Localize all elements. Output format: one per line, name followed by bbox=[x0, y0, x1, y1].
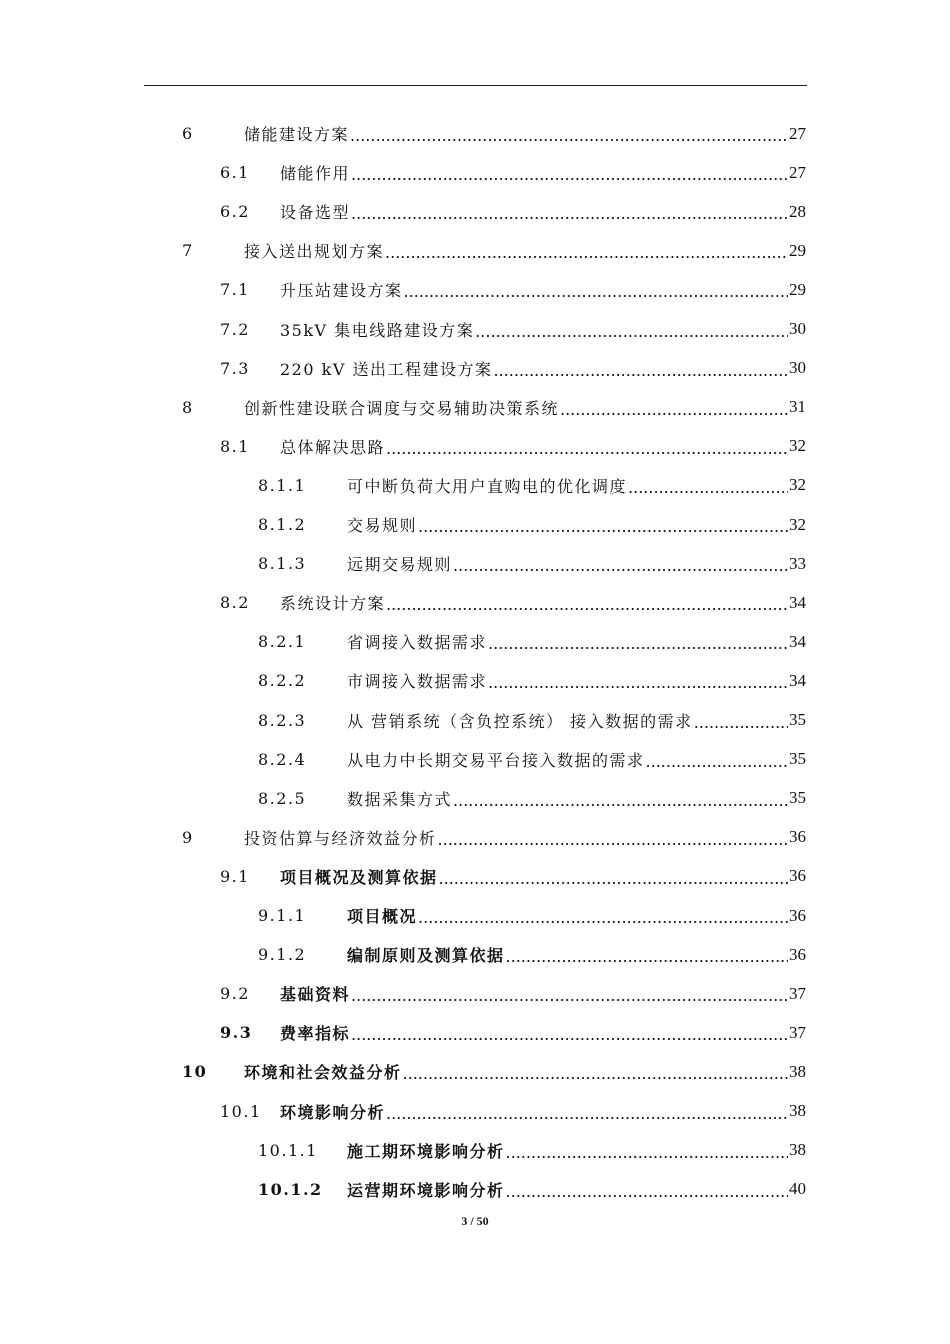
toc-row[interactable] bbox=[0, 857, 950, 896]
toc-row[interactable] bbox=[0, 544, 950, 583]
toc-entry-number: 8.1 bbox=[220, 436, 250, 456]
toc-leader-dots bbox=[418, 908, 788, 927]
toc-entry-page: 38 bbox=[789, 1061, 806, 1081]
toc-leader-dots bbox=[385, 243, 788, 262]
toc-leader-dots bbox=[403, 1064, 788, 1083]
toc-entry-page: 37 bbox=[789, 1022, 806, 1042]
toc-leader-dots bbox=[694, 713, 788, 732]
toc-row[interactable] bbox=[0, 310, 950, 349]
toc-entry-title[interactable]: 运营期环境影响分析 bbox=[347, 1180, 505, 1200]
toc-row[interactable] bbox=[0, 1052, 950, 1091]
toc-entry-title[interactable]: 接入送出规划方案 bbox=[244, 242, 385, 262]
toc-row[interactable] bbox=[0, 114, 950, 153]
toc-leader-dots bbox=[506, 1182, 788, 1201]
toc-row[interactable] bbox=[0, 622, 950, 661]
header-rule bbox=[144, 85, 807, 86]
toc-entry-title[interactable]: 可中断负荷大用户直购电的优化调度 bbox=[347, 476, 628, 496]
toc-entry-number: 6.2 bbox=[220, 202, 250, 222]
toc-leader-dots bbox=[386, 595, 788, 614]
toc-row[interactable] bbox=[0, 270, 950, 309]
toc-entry-title[interactable]: 创新性建设联合调度与交易辅助决策系统 bbox=[244, 398, 560, 418]
toc-row[interactable] bbox=[0, 1013, 950, 1052]
toc-entry-page: 31 bbox=[789, 397, 806, 417]
toc-leader-dots bbox=[475, 322, 788, 341]
toc-entry-title[interactable]: 项目概况及测算依据 bbox=[280, 867, 438, 887]
toc-entry-page: 34 bbox=[789, 592, 806, 612]
toc-entry-page: 30 bbox=[789, 319, 806, 338]
toc-entry-number: 6.1 bbox=[220, 163, 250, 183]
toc-leader-dots bbox=[351, 986, 788, 1005]
toc-entry-page: 36 bbox=[789, 866, 806, 886]
toc-row[interactable] bbox=[0, 935, 950, 974]
toc-entry-title[interactable]: 总体解决思路 bbox=[280, 437, 386, 457]
toc-entry-number: 8.2.2 bbox=[258, 671, 307, 691]
toc-entry-page: 27 bbox=[789, 162, 806, 182]
toc-entry-number: 9.2 bbox=[220, 984, 250, 1004]
toc-entry-title[interactable]: 升压站建设方案 bbox=[280, 281, 403, 301]
toc-row[interactable] bbox=[0, 466, 950, 505]
toc-row[interactable] bbox=[0, 388, 950, 427]
toc-entry-number: 9 bbox=[182, 827, 194, 847]
toc-entry-page: 38 bbox=[789, 1140, 806, 1160]
toc-row[interactable] bbox=[0, 1131, 950, 1170]
toc-entry-number: 8.2.4 bbox=[258, 749, 307, 769]
toc-entry-page: 38 bbox=[789, 1101, 806, 1120]
toc-entry-number: 9.1.2 bbox=[258, 945, 307, 965]
toc-entry-title[interactable]: 费率指标 bbox=[280, 1024, 351, 1044]
toc-leader-dots bbox=[646, 752, 788, 771]
toc-leader-dots bbox=[560, 400, 788, 419]
toc-leader-dots bbox=[628, 478, 788, 497]
toc-row[interactable] bbox=[0, 974, 950, 1013]
toc-row[interactable] bbox=[0, 661, 950, 700]
toc-entry-title[interactable]: 35kV 集电线路建设方案 bbox=[280, 320, 475, 340]
toc-row[interactable] bbox=[0, 192, 950, 231]
toc-entry-page: 29 bbox=[789, 279, 806, 299]
toc-entry-number: 9.1.1 bbox=[258, 906, 307, 925]
toc-entry-title[interactable]: 环境和社会效益分析 bbox=[244, 1063, 402, 1083]
toc-entry-page: 36 bbox=[789, 827, 806, 847]
toc-leader-dots bbox=[438, 830, 788, 849]
toc-entry-number: 7.2 bbox=[220, 319, 250, 339]
toc-entry-page: 33 bbox=[789, 553, 806, 573]
toc-entry-page: 27 bbox=[789, 123, 806, 143]
toc-entry-number: 6 bbox=[182, 124, 194, 143]
toc-row[interactable] bbox=[0, 896, 950, 935]
toc-entry-title[interactable]: 基础资料 bbox=[280, 985, 351, 1005]
toc-entry-number: 10 bbox=[182, 1062, 208, 1082]
toc-row[interactable] bbox=[0, 740, 950, 779]
toc-entry-page: 36 bbox=[789, 905, 806, 925]
toc-entry-title[interactable]: 环境影响分析 bbox=[280, 1102, 386, 1122]
toc-entry-title[interactable]: 220 kV 送出工程建设方案 bbox=[280, 359, 493, 379]
toc-entry-page: 35 bbox=[789, 788, 806, 808]
toc-entry-page: 34 bbox=[789, 670, 806, 690]
toc-entry-page: 28 bbox=[789, 201, 806, 221]
toc-entry-title[interactable]: 系统设计方案 bbox=[280, 594, 386, 614]
toc-entry-number: 8.2.1 bbox=[258, 632, 307, 652]
page-number-footer: 3 / 50 bbox=[461, 1214, 489, 1228]
toc-leader-dots bbox=[493, 361, 788, 380]
toc-entry-number: 7.3 bbox=[220, 358, 250, 378]
toc-entry-number: 8.1.2 bbox=[258, 515, 307, 534]
toc-leader-dots bbox=[351, 204, 788, 223]
toc-entry-number: 9.3 bbox=[220, 1023, 253, 1043]
toc-row[interactable] bbox=[0, 153, 950, 192]
toc-entry-title[interactable]: 省调接入数据需求 bbox=[347, 633, 488, 653]
toc-entry-number: 7.1 bbox=[220, 280, 250, 300]
toc-row[interactable] bbox=[0, 583, 950, 622]
toc-entry-title[interactable]: 项目概况 bbox=[347, 907, 418, 926]
toc-leader-dots bbox=[453, 556, 788, 575]
toc-entry-page: 35 bbox=[789, 710, 806, 729]
toc-leader-dots bbox=[453, 791, 788, 810]
toc-entry-page: 32 bbox=[789, 436, 806, 456]
toc-leader-dots bbox=[439, 869, 788, 888]
toc-entry-title[interactable]: 储能建设方案 bbox=[244, 125, 350, 144]
toc-row[interactable] bbox=[0, 701, 950, 740]
toc-row[interactable] bbox=[0, 505, 950, 544]
toc-entry-number: 10.1.1 bbox=[258, 1140, 318, 1160]
toc-entry-number: 10.1 bbox=[220, 1101, 262, 1121]
toc-entry-page: 32 bbox=[789, 475, 806, 495]
toc-entry-page: 32 bbox=[789, 514, 806, 534]
toc-entry-title[interactable]: 储能作用 bbox=[280, 164, 351, 184]
toc-entry-number: 8.2.3 bbox=[258, 710, 307, 730]
toc-entry-page: 35 bbox=[789, 749, 806, 769]
toc-entry-number: 8 bbox=[182, 397, 194, 417]
toc-entry-page: 34 bbox=[789, 631, 806, 651]
toc-row[interactable] bbox=[0, 349, 950, 388]
toc-row[interactable] bbox=[0, 818, 950, 857]
toc-leader-dots bbox=[351, 1025, 788, 1044]
toc-entry-title[interactable]: 从电力中长期交易平台接入数据的需求 bbox=[347, 750, 645, 770]
toc-row[interactable] bbox=[0, 1170, 950, 1209]
toc-entry-page: 36 bbox=[789, 944, 806, 964]
toc-entry-page: 37 bbox=[789, 983, 806, 1003]
toc-entry-title[interactable]: 施工期环境影响分析 bbox=[347, 1141, 505, 1161]
toc-entry-page: 29 bbox=[789, 240, 806, 260]
toc-entry-number: 10.1.2 bbox=[258, 1179, 323, 1199]
toc-entry-title[interactable]: 远期交易规则 bbox=[347, 555, 453, 575]
toc-entry-number: 8.1.3 bbox=[258, 554, 307, 574]
toc-entry-title[interactable]: 数据采集方式 bbox=[347, 789, 453, 809]
toc-leader-dots bbox=[386, 1104, 788, 1123]
toc-leader-dots bbox=[386, 439, 788, 458]
toc-leader-dots bbox=[351, 165, 788, 184]
toc-leader-dots bbox=[350, 126, 788, 145]
toc-leader-dots bbox=[506, 947, 788, 966]
toc-entry-title[interactable]: 市调接入数据需求 bbox=[347, 672, 488, 692]
toc-row[interactable] bbox=[0, 231, 950, 270]
toc-leader-dots bbox=[418, 517, 788, 536]
toc-entry-title[interactable]: 从 营销系统（含负控系统） 接入数据的需求 bbox=[347, 711, 693, 731]
toc-row[interactable] bbox=[0, 427, 950, 466]
toc-leader-dots bbox=[488, 673, 788, 692]
toc-leader-dots bbox=[506, 1143, 788, 1162]
toc-entry-title[interactable]: 交易规则 bbox=[347, 516, 418, 535]
toc-entry-title[interactable]: 设备选型 bbox=[280, 203, 351, 223]
toc-entry-number: 9.1 bbox=[220, 866, 250, 886]
toc-row[interactable] bbox=[0, 779, 950, 818]
toc-entry-page: 30 bbox=[789, 358, 806, 378]
toc-entry-number: 8.2.5 bbox=[258, 788, 307, 808]
toc-entry-title[interactable]: 投资估算与经济效益分析 bbox=[244, 828, 437, 848]
toc-entry-page: 40 bbox=[789, 1179, 806, 1199]
toc-row[interactable] bbox=[0, 1092, 950, 1131]
toc-entry-title[interactable]: 编制原则及测算依据 bbox=[347, 946, 505, 966]
toc-entry-number: 8.2 bbox=[220, 593, 250, 613]
toc-entry-number: 8.1.1 bbox=[258, 475, 307, 495]
toc-leader-dots bbox=[404, 282, 788, 301]
toc-leader-dots bbox=[488, 634, 788, 653]
toc-entry-number: 7 bbox=[182, 241, 194, 261]
